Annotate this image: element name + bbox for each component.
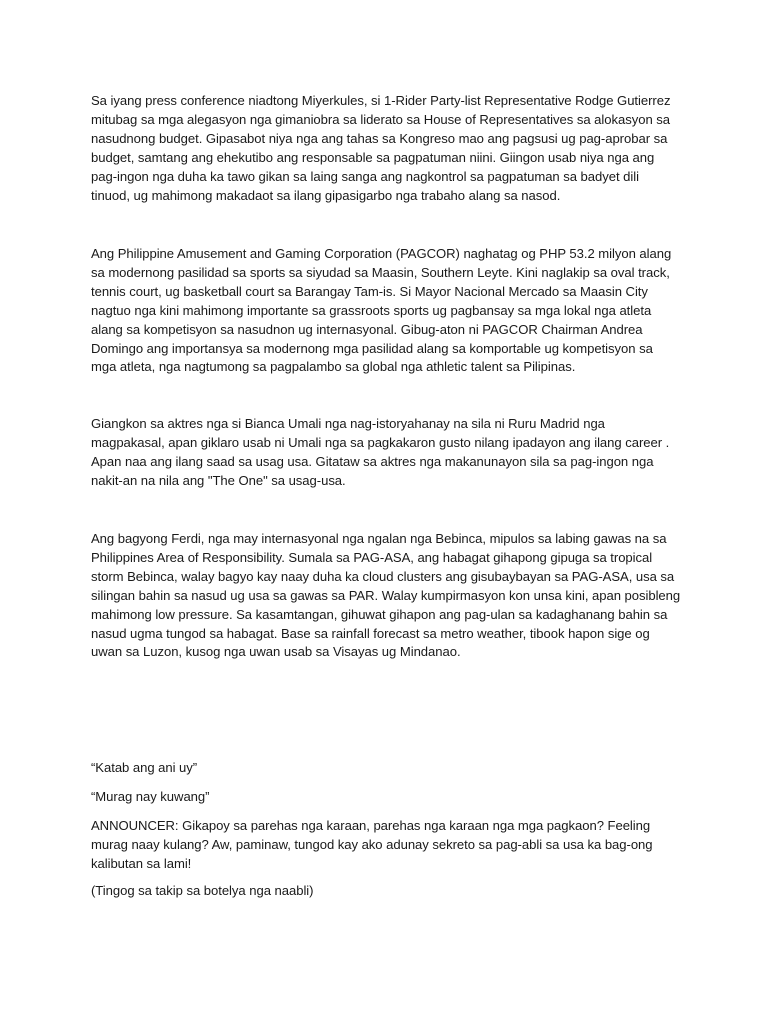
script-line-1: “Katab ang ani uy”	[91, 760, 198, 775]
script-sound-cue: (Tingog sa takip sa botelya nga naabli)	[91, 883, 314, 898]
news-paragraph-budget: Sa iyang press conference niadtong Miyerkules, si 1-Rider Party-list Representative Rodge Gutierrez mitubag sa mga alegasyon nga gimaniobra sa liderato sa House of Representatives sa alokasyon sa nasudnong budget. Gipasabot niya nga ang tahas sa Kongreso mao ang pagsusi ug pag-aprobar sa budget, samtang ang ehekutibo ang responsable sa pagpatuman niini. Giingon usab niya nga ang pag-ingon nga duha ka tawo gikan sa laing sanga ang nagkontrol sa pagpatuman sa badyet dili tinuod, ug mahimong makadaot sa ilang gipasigarbo nga trabaho alang sa nasod.	[91, 93, 671, 203]
news-paragraph-weather: Ang bagyong Ferdi, nga may internasyonal nga ngalan nga Bebinca, mipulos sa labing gawas na sa Philippines Area of Responsibility. Sumala sa PAG-ASA, ang habagat gihapong gipuga sa tropical storm Bebinca, walay bagyo kay naay duha ka cloud clusters ang gisubaybayan sa PAG-ASA, usa sa silingan bahin sa nasud ug usa sa gawas sa PAR. Walay kumpirmasyon kon unsa kini, apan posibleng mahimong low pressure. Sa kasamtangan, gihuwat gihapon ang pag-ulan sa kadaghanang bahin sa nasud ugma tungod sa habagat. Base sa rainfall forecast sa metro weather, tibook hapon sige og uwan sa Luzon, kusog nga uwan usab sa Visayas ug Mindanao.	[91, 531, 681, 660]
news-paragraph-pagcor: Ang Philippine Amusement and Gaming Corporation (PAGCOR) naghatag og PHP 53.2 milyon alang sa modernong pasilidad sa sports sa siyudad sa Maasin, Southern Leyte. Kini naglakip sa oval track, tennis court, ug basketball court sa Barangay Tam-is. Si Mayor Nacional Mercado sa Maasin City nagtuo nga kini mahimong importante sa grassroots sports ug pagbansay sa mga lokal nga atleta alang sa kompetisyon sa nasudnon ug internasyonal. Gibug-aton ni PAGCOR Chairman Andrea Domingo ang importansya sa modernong mga pasilidad alang sa komportable ug kompetisyon sa mga atleta, nga nagtumong sa pagpalambo sa global nga athletic talent sa Pilipinas.	[91, 246, 672, 375]
news-paragraph-bianca-umali: Giangkon sa aktres nga si Bianca Umali nga nag-istoryahanay na sila ni Ruru Madrid nga magpakasal, apan giklaro usab ni Umali nga sa pagkakaron gusto nilang ipadayon ang ilang career . Apan naa ang ilang saad sa usag usa. Gitataw sa aktres nga makanunayon sila sa pag-ingon nga nakit-an na nila ang "The One" sa usag-usa.	[91, 416, 670, 488]
script-announcer-line: ANNOUNCER: Gikapoy sa parehas nga karaan, parehas nga karaan nga mga pagkaon? Feeling murag naay kulang? Aw, paminaw, tungod kay ako adunay sekreto sa pag-abli sa usa ka bag-ong kalibutan sa lami!	[91, 818, 653, 871]
script-line-2: “Murag nay kuwang”	[91, 789, 210, 804]
